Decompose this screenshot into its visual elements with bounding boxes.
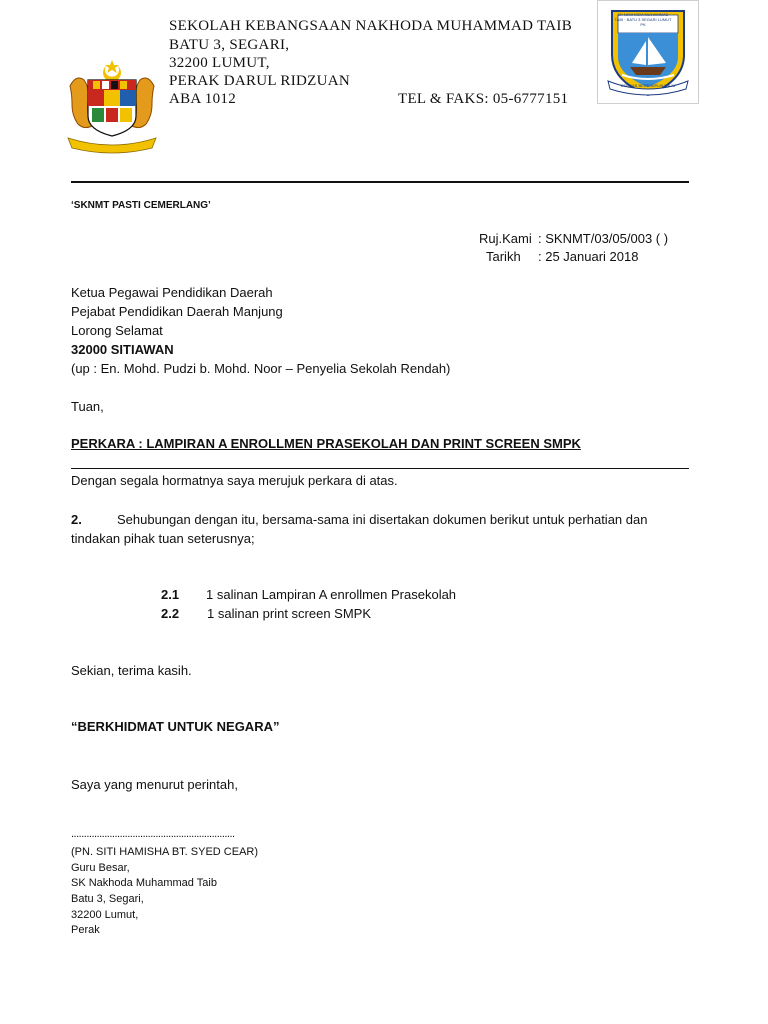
subject-divider bbox=[71, 468, 689, 469]
recipient-line-1: Ketua Pegawai Pendidikan Daerah bbox=[71, 285, 273, 300]
item-text: 1 salinan print screen SMPK bbox=[207, 606, 372, 621]
address-line-1: BATU 3, SEGARI, bbox=[169, 37, 290, 53]
signatory-address-2: 32200 Lumut, bbox=[71, 909, 139, 921]
paragraph-2-number: 2. bbox=[71, 512, 82, 527]
date-value: : 25 Januari 2018 bbox=[538, 249, 639, 264]
recipient-line-3: Lorong Selamat bbox=[71, 323, 163, 338]
address-line-2: 32200 LUMUT, bbox=[169, 55, 270, 71]
subject-line: PERKARA : LAMPIRAN A ENROLLMEN PRASEKOLAH DAN PRINT SCREEN SMPK bbox=[71, 436, 581, 451]
school-name: SEKOLAH KEBANGSAAN NAKHODA MUHAMMAD TAIB bbox=[169, 18, 573, 34]
item-number: 2.1 bbox=[161, 587, 180, 602]
recipient-line-2: Pejabat Pendidikan Daerah Manjung bbox=[71, 304, 283, 319]
paragraph-2-line-2: tindakan pihak tuan seterusnya; bbox=[71, 531, 255, 546]
recipient-attention: (up : En. Mohd. Pudzi b. Mohd. Noor – Penyelia Sekolah Rendah) bbox=[71, 361, 451, 376]
coat-of-arms-icon bbox=[62, 58, 162, 154]
paragraph-2-line-1: Sehubungan dengan itu, bersama-sama ini disertakan dokumen berikut untuk perhatian dan bbox=[117, 512, 648, 527]
signatory-school: SK Nakhoda Muhammad Taib bbox=[71, 877, 217, 889]
header-divider bbox=[71, 181, 689, 183]
school-logo-text: SK NAKHODA MUHAMMAD TAIB · BATU 3 SEGARI LUMUT PK bbox=[614, 12, 672, 26]
address-line-3: PERAK DARUL RIDZUAN bbox=[169, 73, 350, 89]
school-logo-frame bbox=[597, 0, 699, 104]
reference-value: : SKNMT/03/05/003 ( ) bbox=[538, 231, 669, 246]
signature-line: ................................................................ bbox=[71, 828, 235, 840]
date-label: Tarikh bbox=[486, 249, 521, 264]
school-slogan: ‘SKNMT PASTI CEMERLANG’ bbox=[71, 200, 211, 211]
motto: “BERKHIDMAT UNTUK NEGARA” bbox=[71, 719, 280, 734]
paragraph-1: Dengan segala hormatnya saya merujuk perkara di atas. bbox=[71, 473, 398, 488]
signatory-address-3: Perak bbox=[71, 924, 100, 936]
school-logo-motto: CERDAS BERDISIPLIN MAJU bbox=[620, 83, 676, 88]
closing: Sekian, terima kasih. bbox=[71, 663, 192, 678]
sign-off: Saya yang menurut perintah, bbox=[71, 777, 238, 792]
recipient-postcode: 32000 SITIAWAN bbox=[71, 342, 174, 357]
item-number: 2.2 bbox=[161, 606, 180, 621]
signatory-name: (PN. SITI HAMISHA BT. SYED CEAR) bbox=[71, 846, 259, 858]
school-code: ABA 1012 bbox=[169, 91, 236, 107]
salutation: Tuan, bbox=[71, 399, 104, 414]
signatory-address-1: Batu 3, Segari, bbox=[71, 893, 144, 905]
reference-label: Ruj.Kami bbox=[479, 231, 532, 246]
item-text: 1 salinan Lampiran A enrollmen Prasekolah bbox=[206, 587, 457, 602]
signatory-title: Guru Besar, bbox=[71, 862, 130, 874]
phone-fax: TEL & FAKS: 05-6777151 bbox=[398, 91, 569, 107]
